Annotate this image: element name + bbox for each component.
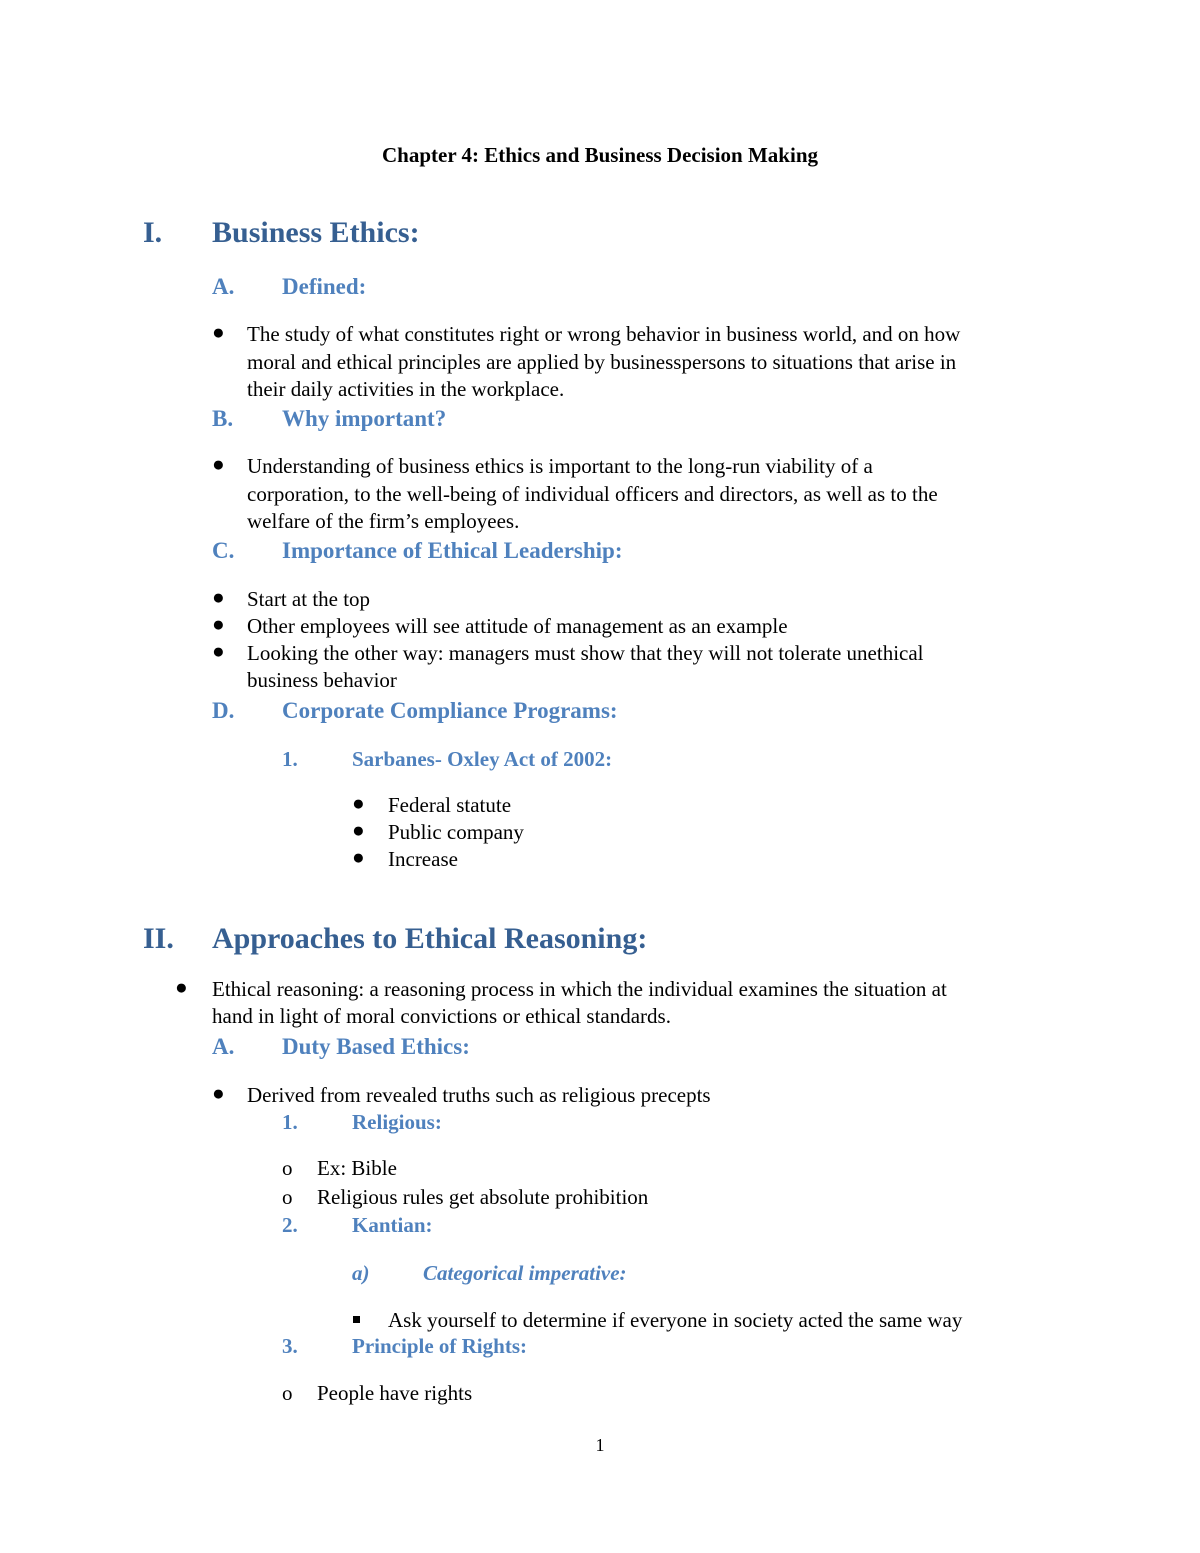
subsection-1d-heading: Corporate Compliance Programs: [282,698,618,723]
principle-of-rights-heading: Principle of Rights: [352,1334,527,1358]
sox-bullet-2: Public company [388,820,524,844]
subsection-2a-heading: Duty Based Ethics: [282,1034,470,1059]
ethical-reasoning-line-2: hand in light of moral convictions or ethical standards. [212,1004,671,1028]
religious-item-1: Ex: Bible [317,1156,397,1180]
bullet-icon: ● [212,1081,225,1105]
sarbanes-oxley-heading: Sarbanes- Oxley Act of 2002: [352,747,613,771]
subsection-1a-number: A. [212,274,235,299]
document-title: Chapter 4: Ethics and Business Decision Making [381,143,819,167]
bullet-icon: ● [352,791,365,815]
defined-text-line-3: their daily activities in the workplace. [247,377,565,401]
section-1-heading: Business Ethics: [212,216,420,249]
sox-bullet-1: Federal statute [388,793,512,817]
bullet-icon: ● [352,845,365,869]
subsection-1c-number: C. [212,538,235,563]
rights-item-1: People have rights [317,1381,473,1405]
why-important-line-1: Understanding of business ethics is important to the long-run viability of a [247,454,873,478]
defined-text-line-1: The study of what constitutes right or wrong behavior in business world, and on how [247,322,961,346]
kantian-heading: Kantian: [352,1213,433,1237]
bullet-icon: ● [175,975,188,999]
bullet-icon: ● [212,612,225,636]
bullet-icon: ● [212,320,225,344]
bullet-icon: ● [352,818,365,842]
circle-bullet-icon: o [282,1381,293,1405]
subsection-1d-number: D. [212,698,235,723]
item-3-number: 3. [282,1334,298,1358]
subsection-1b-number: B. [212,406,234,431]
why-important-line-3: welfare of the firm’s employees. [247,509,520,533]
circle-bullet-icon: o [282,1156,293,1180]
item-1-number: 1. [282,1110,298,1134]
leadership-bullet-1: Start at the top [247,587,371,611]
section-2-number: II. [143,922,174,955]
categorical-imperative-text: Ask yourself to determine if everyone in society acted the same way [388,1308,963,1332]
bullet-icon: ● [212,639,225,663]
categorical-imperative-heading: Categorical imperative: [423,1261,627,1285]
religious-item-2: Religious rules get absolute prohibition [317,1185,649,1209]
bullet-icon: ● [212,452,225,476]
subsection-1a-heading: Defined: [282,274,367,299]
ethical-reasoning-line-1: Ethical reasoning: a reasoning process in which the individual examines the situation at [212,977,947,1001]
leadership-bullet-3-line-1: Looking the other way: managers must show that they will not tolerate unethical [247,641,924,665]
item-1-number: 1. [282,747,298,771]
duty-based-bullet: Derived from revealed truths such as religious precepts [247,1083,711,1107]
item-2-number: 2. [282,1213,298,1237]
subsection-1b-heading: Why important? [282,406,447,431]
why-important-line-2: corporation, to the well-being of individual officers and directors, as well as to the [247,482,938,506]
square-bullet-icon [353,1316,360,1323]
leadership-bullet-2: Other employees will see attitude of management as an example [247,614,788,638]
section-2-heading: Approaches to Ethical Reasoning: [212,922,648,955]
subsection-1c-heading: Importance of Ethical Leadership: [282,538,623,563]
circle-bullet-icon: o [282,1185,293,1209]
item-a-number: a) [352,1261,370,1285]
subsection-2a-number: A. [212,1034,235,1059]
sox-bullet-3: Increase [388,847,458,871]
bullet-icon: ● [212,585,225,609]
section-1-number: I. [143,216,163,249]
defined-text-line-2: moral and ethical principles are applied by businesspersons to situations that arise in [247,350,957,374]
religious-heading: Religious: [352,1110,442,1134]
page-number: 1 [595,1435,605,1455]
leadership-bullet-3-line-2: business behavior [247,668,397,692]
